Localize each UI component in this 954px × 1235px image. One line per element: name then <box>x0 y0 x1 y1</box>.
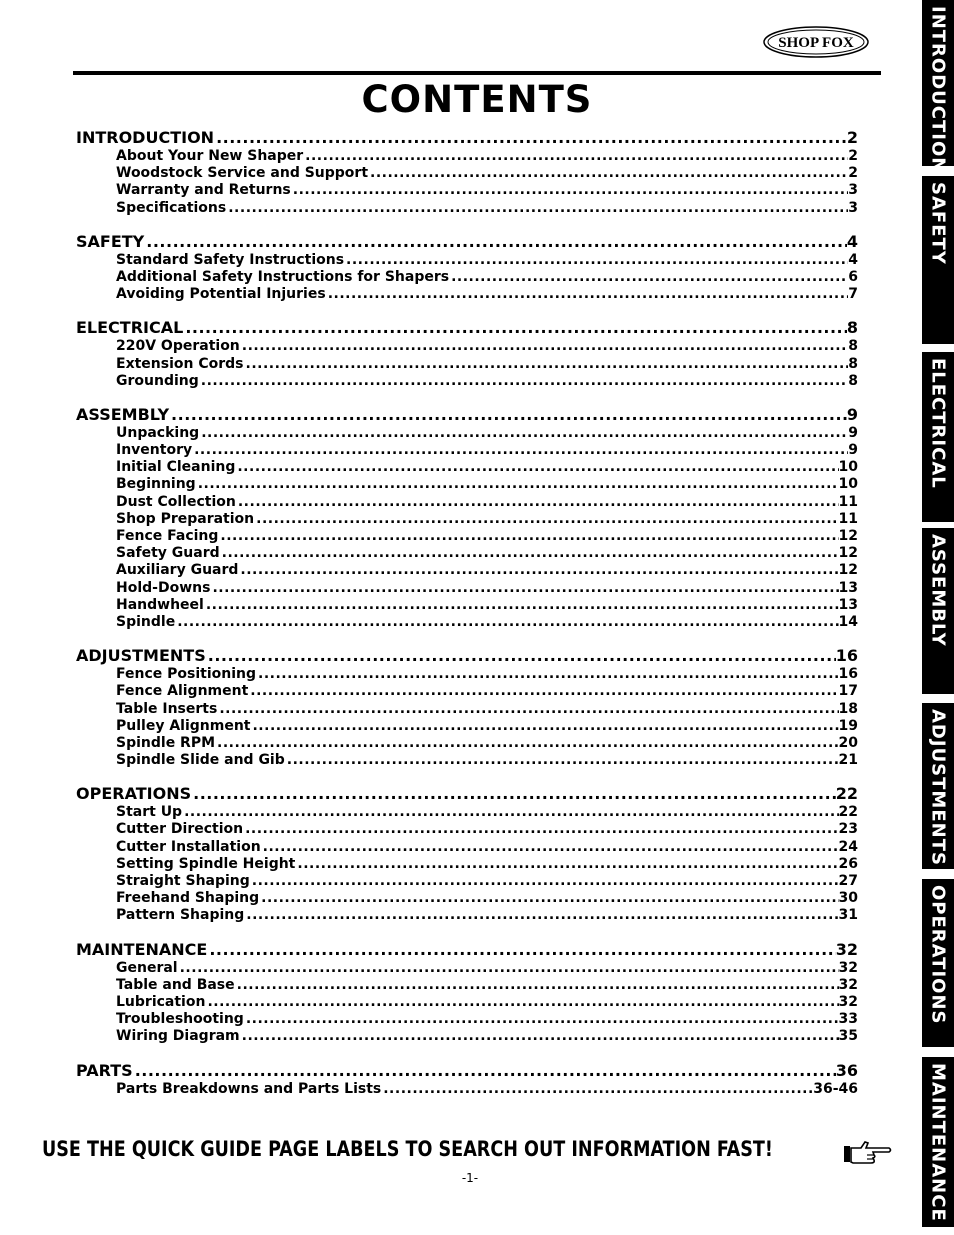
toc-entry-page: 12 <box>838 545 858 562</box>
svg-text:SHOP FOX: SHOP FOX <box>778 35 854 51</box>
toc-entry <box>76 373 858 390</box>
toc-entry-page: 32 <box>838 959 858 976</box>
dot-leader <box>210 580 838 597</box>
dot-leader <box>235 977 839 994</box>
dot-leader <box>207 940 835 960</box>
toc-entry-label: Grounding <box>116 372 199 389</box>
pointing-hand-icon <box>843 1138 893 1166</box>
toc-entry-label: Wiring Diagram <box>116 1028 240 1045</box>
toc-entry-label: Additional Safety Instructions for Shapers <box>116 268 450 285</box>
dot-leader <box>199 425 848 442</box>
toc-section <box>76 318 858 390</box>
toc-entry-label: Setting Spindle Height <box>116 855 296 872</box>
dot-leader <box>199 373 848 390</box>
dot-leader <box>449 269 848 286</box>
dot-leader <box>204 597 839 614</box>
toc-entry-page: 32 <box>838 976 858 993</box>
toc-entry-label: About Your New Shaper <box>116 148 304 164</box>
quick-guide-tabs <box>922 0 954 1235</box>
toc-entry-page: 10 <box>838 459 858 476</box>
toc-entry-label: Start Up <box>116 804 183 821</box>
toc-entry <box>76 977 858 994</box>
toc-heading-label: ELECTRICAL <box>76 318 184 338</box>
dot-leader <box>236 494 839 511</box>
toc-entry <box>76 856 858 873</box>
dot-leader <box>226 200 848 217</box>
toc-section <box>76 646 858 769</box>
toc-entry <box>76 200 858 217</box>
toc-section <box>76 405 858 631</box>
toc-entry <box>76 614 858 631</box>
toc-heading-page: 8 <box>846 318 858 338</box>
dot-leader <box>238 562 838 579</box>
toc-entry-label: Specifications <box>116 199 227 216</box>
toc-heading-label: SAFETY <box>76 231 145 251</box>
dot-leader <box>285 752 839 769</box>
toc-entry-page: 14 <box>838 613 858 630</box>
toc-entry <box>76 562 858 579</box>
tab-label: SAFETY <box>927 182 949 265</box>
dot-leader <box>326 286 849 303</box>
toc-entry <box>76 528 858 545</box>
dot-leader <box>192 442 848 459</box>
dot-leader <box>243 821 838 838</box>
toc-entry-page: 32 <box>838 993 858 1010</box>
tab-label: ELECTRICAL <box>927 358 949 489</box>
toc-entry-label: Table Inserts <box>116 700 218 717</box>
quick-guide-note: USE THE QUICK GUIDE PAGE LABELS TO SEARCH OUT INFORMATION FAST! <box>42 1137 773 1161</box>
dot-leader <box>214 128 847 148</box>
dot-leader <box>240 1028 839 1045</box>
toc-entry-label: Auxiliary Guard <box>116 562 239 579</box>
toc-entry-label: Table and Base <box>116 976 235 993</box>
toc-entry-label: Shop Preparation <box>116 510 255 527</box>
toc-entry-page: 3 <box>848 182 858 199</box>
toc-entry <box>76 356 858 373</box>
toc-heading-label: ADJUSTMENTS <box>76 646 206 666</box>
toc-entry <box>76 511 858 528</box>
toc-entry <box>76 580 858 597</box>
toc-entry <box>76 442 858 459</box>
toc-entry-label: Fence Alignment <box>116 683 249 700</box>
toc-entry-label: Cutter Direction <box>116 821 244 838</box>
toc-entry-label: Straight Shaping <box>116 873 250 889</box>
toc-entry <box>76 597 858 614</box>
toc-entry-page: 12 <box>838 562 858 579</box>
toc-heading-label: ASSEMBLY <box>76 404 170 424</box>
dot-leader <box>182 804 838 821</box>
toc-entry-page: 11 <box>838 510 858 527</box>
toc-entry-label: Standard Safety Instructions <box>116 251 345 268</box>
table-of-contents <box>76 128 858 1113</box>
toc-entry <box>76 821 858 838</box>
toc-entry-label: Inventory <box>116 442 193 459</box>
toc-entry-page: 6 <box>848 268 858 285</box>
dot-leader <box>248 683 838 700</box>
toc-entry-page: 11 <box>838 493 858 510</box>
toc-entry-label: 220V Operation <box>116 338 240 355</box>
toc-entry-page: 12 <box>838 528 858 544</box>
toc-entry <box>76 994 858 1011</box>
page-number: -1- <box>461 1171 479 1185</box>
toc-entry <box>76 545 858 562</box>
toc-entry <box>76 839 858 856</box>
toc-entry-page: 9 <box>848 424 858 441</box>
toc-entry <box>76 683 858 700</box>
toc-heading-page: 36 <box>835 1060 858 1080</box>
toc-heading <box>76 405 858 425</box>
dot-leader <box>191 784 836 804</box>
toc-heading-page: 16 <box>835 646 858 666</box>
toc-entry <box>76 425 858 442</box>
toc-entry-label: Handwheel <box>116 596 204 613</box>
toc-entry-page: 18 <box>838 700 858 717</box>
toc-heading-page: 9 <box>846 404 858 424</box>
toc-heading-page: 4 <box>846 231 858 251</box>
toc-entry-label: Spindle Slide and Gib <box>116 752 285 769</box>
dot-leader <box>368 165 848 182</box>
tab-introduction[interactable] <box>922 0 954 174</box>
toc-entry-label: Freehand Shaping <box>116 890 260 907</box>
dot-leader <box>217 701 838 718</box>
dot-leader <box>183 318 847 338</box>
toc-entry-page: 20 <box>838 734 858 751</box>
toc-entry-page: 7 <box>848 286 858 303</box>
toc-entry <box>76 735 858 752</box>
toc-entry <box>76 960 858 977</box>
toc-entry-page: 24 <box>838 838 858 855</box>
toc-entry-page: 2 <box>848 165 858 182</box>
toc-heading <box>76 646 858 666</box>
toc-heading <box>76 232 858 252</box>
toc-entry-page: 2 <box>848 148 858 164</box>
toc-entry-page: 22 <box>838 804 858 821</box>
toc-entry-page: 16 <box>838 666 858 683</box>
toc-heading <box>76 1061 858 1081</box>
dot-leader <box>295 856 838 873</box>
toc-entry <box>76 873 858 890</box>
toc-entry-label: Pattern Shaping <box>116 907 245 924</box>
toc-entry-page: 30 <box>838 890 858 907</box>
toc-heading <box>76 128 858 148</box>
toc-entry <box>76 804 858 821</box>
dot-leader <box>344 252 848 269</box>
toc-entry <box>76 165 858 182</box>
toc-entry-page: 13 <box>838 579 858 596</box>
dot-leader <box>250 873 839 890</box>
toc-entry-page: 27 <box>838 873 858 889</box>
tab-adjustments[interactable] <box>922 703 954 869</box>
dot-leader <box>381 1081 813 1098</box>
shop-fox-logo <box>763 26 869 58</box>
toc-heading-page: 2 <box>846 128 858 147</box>
toc-section <box>76 232 858 304</box>
dot-leader <box>206 646 836 666</box>
toc-entry-label: Fence Facing <box>116 528 219 544</box>
toc-entry <box>76 666 858 683</box>
toc-entry <box>76 459 858 476</box>
page-title: CONTENTS <box>361 78 593 121</box>
tab-safety[interactable] <box>922 176 954 344</box>
toc-entry <box>76 476 858 493</box>
toc-entry-page: 3 <box>848 199 858 216</box>
toc-entry-label: Avoiding Potential Injuries <box>116 286 326 303</box>
toc-entry-page: 8 <box>848 338 858 355</box>
toc-entry-label: Spindle RPM <box>116 734 216 751</box>
toc-section <box>76 128 858 217</box>
dot-leader <box>178 960 839 977</box>
dot-leader <box>244 1011 839 1028</box>
toc-heading <box>76 940 858 960</box>
tab-label: ADJUSTMENTS <box>927 709 949 866</box>
toc-entry <box>76 1011 858 1028</box>
dot-leader <box>303 148 848 165</box>
dot-leader <box>244 356 849 373</box>
toc-entry-page: 8 <box>848 372 858 389</box>
toc-entry <box>76 718 858 735</box>
dot-leader <box>133 1061 836 1081</box>
toc-entry-label: Fence Positioning <box>116 666 256 683</box>
toc-heading <box>76 784 858 804</box>
toc-entry-page: 9 <box>848 442 858 459</box>
toc-entry-page: 19 <box>838 717 858 734</box>
dot-leader <box>244 907 838 924</box>
dot-leader <box>291 182 848 199</box>
dot-leader <box>169 405 847 425</box>
toc-entry-label: Hold-Downs <box>116 579 211 596</box>
toc-entry <box>76 890 858 907</box>
tab-label: ASSEMBLY <box>927 534 949 647</box>
toc-heading-page: 22 <box>835 784 858 804</box>
toc-entry-label: Warranty and Returns <box>116 182 291 199</box>
toc-entry <box>76 701 858 718</box>
toc-entry-page: 35 <box>838 1028 858 1045</box>
toc-entry-label: Extension Cords <box>116 355 244 372</box>
toc-entry-page: 33 <box>838 1011 858 1028</box>
toc-entry-page: 10 <box>838 476 858 493</box>
toc-heading-label: INTRODUCTION <box>76 128 215 147</box>
toc-entry-page: 13 <box>838 596 858 613</box>
toc-entry-page: 26 <box>838 855 858 872</box>
dot-leader <box>175 614 838 631</box>
toc-entry-label: Unpacking <box>116 424 200 441</box>
toc-section <box>76 784 858 924</box>
toc-entry-label: Beginning <box>116 476 196 493</box>
dot-leader <box>250 718 838 735</box>
toc-section <box>76 1061 858 1098</box>
toc-section <box>76 940 858 1046</box>
toc-heading-label: MAINTENANCE <box>76 939 208 959</box>
toc-entry <box>76 338 858 355</box>
tab-maintenance[interactable] <box>922 1057 954 1227</box>
tab-label: OPERATIONS <box>927 885 949 1025</box>
tab-electrical[interactable] <box>922 352 954 522</box>
toc-entry-label: General <box>116 959 178 976</box>
toc-entry-page: 31 <box>838 907 858 924</box>
toc-heading <box>76 318 858 338</box>
toc-entry-label: Initial Cleaning <box>116 459 236 476</box>
header-rule <box>73 71 881 75</box>
toc-entry-label: Spindle <box>116 613 176 630</box>
toc-entry-label: Pulley Alignment <box>116 717 251 734</box>
toc-entry-page: 23 <box>838 821 858 838</box>
dot-leader <box>205 994 838 1011</box>
dot-leader <box>215 735 838 752</box>
toc-entry <box>76 1081 858 1098</box>
dot-leader <box>144 232 847 252</box>
dot-leader <box>235 459 838 476</box>
toc-entry-page: 4 <box>848 251 858 268</box>
toc-entry-label: Troubleshooting <box>116 1011 244 1028</box>
tab-operations[interactable] <box>922 879 954 1047</box>
toc-entry-page: 8 <box>848 355 858 372</box>
toc-entry-label: Parts Breakdowns and Parts Lists <box>116 1080 382 1097</box>
toc-entry-page: 17 <box>838 683 858 700</box>
tab-label: INTRODUCTION <box>927 6 949 174</box>
toc-entry <box>76 286 858 303</box>
toc-entry <box>76 182 858 199</box>
toc-entry-page: 21 <box>838 752 858 769</box>
dot-leader <box>254 511 838 528</box>
tab-label: MAINTENANCE <box>927 1063 949 1222</box>
dot-leader <box>261 839 839 856</box>
toc-entry <box>76 907 858 924</box>
toc-entry <box>76 269 858 286</box>
toc-entry <box>76 494 858 511</box>
toc-entry <box>76 252 858 269</box>
dot-leader <box>240 338 848 355</box>
toc-entry-label: Safety Guard <box>116 545 220 562</box>
dot-leader <box>220 545 839 562</box>
toc-heading-label: OPERATIONS <box>76 784 192 804</box>
toc-entry-label: Lubrication <box>116 993 206 1010</box>
dot-leader <box>259 890 838 907</box>
dot-leader <box>218 528 838 545</box>
dot-leader <box>256 666 839 683</box>
toc-entry-label: Cutter Installation <box>116 838 261 855</box>
toc-entry <box>76 148 858 165</box>
toc-entry-label: Woodstock Service and Support <box>116 165 369 182</box>
tab-assembly[interactable] <box>922 528 954 694</box>
toc-heading-page: 32 <box>835 939 858 959</box>
toc-heading-label: PARTS <box>76 1060 133 1080</box>
toc-entry <box>76 752 858 769</box>
toc-entry-page: 36-46 <box>813 1080 858 1097</box>
dot-leader <box>196 476 839 493</box>
toc-entry-label: Dust Collection <box>116 493 236 510</box>
toc-entry <box>76 1028 858 1045</box>
